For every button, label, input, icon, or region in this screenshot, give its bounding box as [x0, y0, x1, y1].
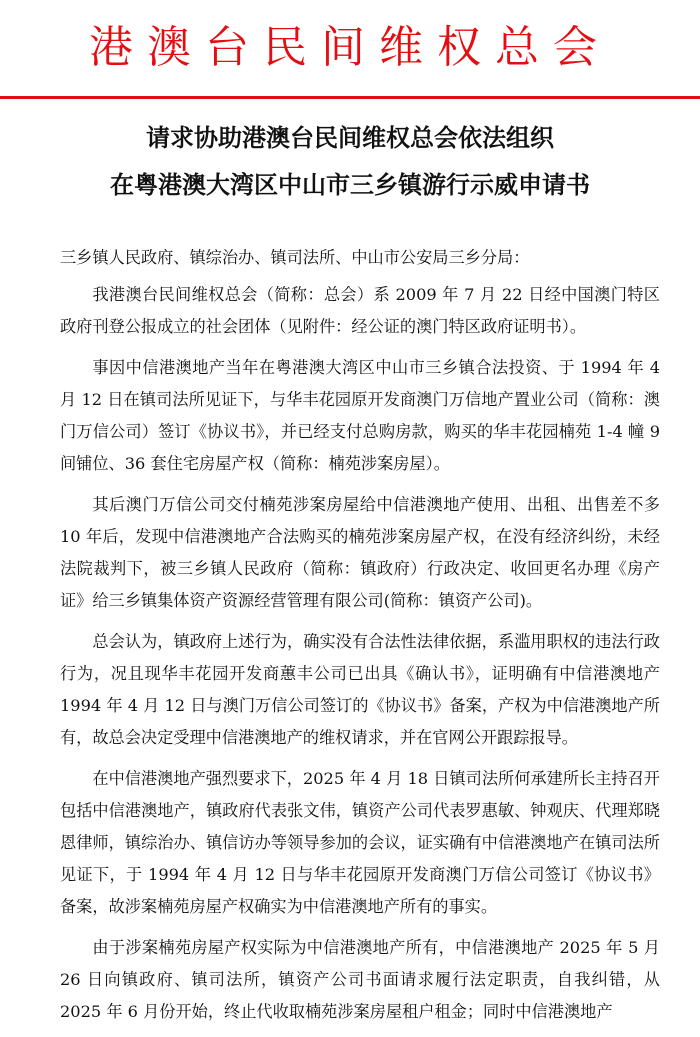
letterhead-divider — [0, 96, 700, 99]
body-paragraph: 在中信港澳地产强烈要求下，2025 年 4 月 18 日镇司法所何承建所长主持召开包括中信港澳地产，镇政府代表张文伟，镇资产公司代表罗惠敏、钟观庆、代理郑晓恩律师，镇综治办、镇信访办等领导参加的会议，证实确有中信港澳地产在镇司法所见证下，于 1994 年 4 月 12 日与华丰花园原开发商澳门万信公司签订《协议书》备案，故涉案楠苑房屋产权确实为中信港澳地产所有的事实。 — [60, 769, 660, 916]
body-paragraph: 其后澳门万信公司交付楠苑涉案房屋给中信港澳地产使用、出租、出售差不多 10 年后，发现中信港澳地产合法购买的楠苑涉案房屋产权，在没有经济纠纷，未经法院裁判下，被三乡镇人民政府（简称：镇政府）行政决定、收回更名办理《房产证》给三乡镇集体资产资源经营管理有限公司(简称：镇资产公司)。 — [60, 495, 660, 610]
letterhead — [0, 0, 700, 100]
document-title-line-1: 请求协助港澳台民间维权总会依法组织 — [146, 124, 554, 152]
body-paragraph: 我港澳台民间维权总会（简称：总会）系 2009 年 7 月 22 日经中国澳门特区政府刊登公报成立的社会团体（见附件：经公证的澳门特区政府证明书）。 — [60, 285, 660, 336]
document-title-line-2: 在粤港澳大湾区中山市三乡镇游行示威申请书 — [110, 171, 590, 199]
body-paragraph: 由于涉案楠苑房屋产权实际为中信港澳地产所有，中信港澳地产 2025 年 5 月 26 日向镇政府、镇司法所，镇资产公司书面请求履行法定职责，自我纠错，从 2025 年 6 月份开始，终止代收取楠苑涉案房屋租户租金；同时中信港澳地产 — [60, 938, 660, 1021]
organization-name: 港澳台民间维权总会 — [89, 22, 611, 73]
body-paragraph: 总会认为，镇政府上述行为，确实没有合法性法律依据，系滥用职权的违法行政行为，况且现华丰花园开发商蕙丰公司已出具《确认书》，证明确有中信港澳地产 1994 年 4 月 12 日与澳门万信公司签订的《协议书》备案，产权为中信港澳地产所有，故总会决定受理中信港澳地产的维权请求，并在官网公开跟踪报导。 — [60, 632, 660, 747]
document-body — [60, 242, 660, 1037]
body-paragraph: 事因中信港澳地产当年在粤港澳大湾区中山市三乡镇合法投资、于 1994 年 4 月 12 日在镇司法所见证下，与华丰花园原开发商澳门万信地产置业公司（简称：澳门万信公司）签订《协议书》，并已经支付总购房款，购买的华丰花园楠苑 1-4 幢 9 间铺位、36 套住宅房屋产权（简称：楠苑涉案房屋）。 — [60, 358, 660, 473]
salutation: 三乡镇人民政府、镇综治办、镇司法所、中山市公安局三乡分局： — [60, 248, 530, 267]
